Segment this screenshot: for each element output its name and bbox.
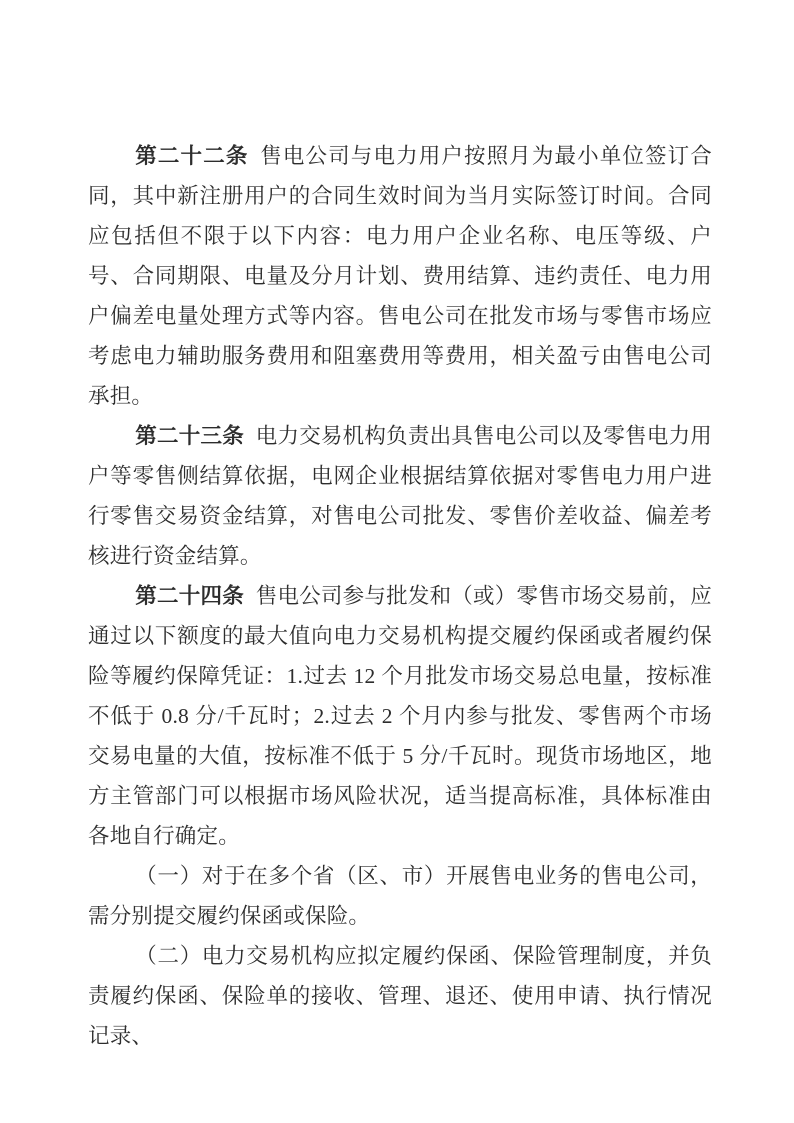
paragraph-text: 售电公司与电力用户按照月为最小单位签订合同，其中新注册用户的合同生效时间为当月实际签订时间。合同应包括但不限于以下内容：电力用户企业名称、电压等级、户号、合同期限、电量及分月计划、费用结算、违约责任、电力用户偏差电量处理方式等内容。售电公司在批发市场与零售市场应考虑电力辅助服务费用和阻塞费用等费用，相关盈亏由售电公司承担。 bbox=[88, 144, 712, 408]
article-paragraph-22 bbox=[88, 136, 712, 416]
paragraph-text: 电力交易机构负责出具售电公司以及零售电力用户等零售侧结算依据，电网企业根据结算依据对零售电力用户进行零售交易资金结算，对售电公司批发、零售价差收益、偏差考核进行资金结算。 bbox=[88, 424, 712, 568]
article-number: 第二十四条 bbox=[135, 584, 244, 608]
article-subitem-1 bbox=[88, 856, 712, 936]
paragraph-text: （二）电力交易机构应拟定履约保函、保险管理制度，并负责履约保函、保险单的接收、管理、退还、使用申请、执行情况记录、 bbox=[88, 944, 712, 1048]
paragraph-text: （一）对于在多个省（区、市）开展售电业务的售电公司，需分别提交履约保函或保险。 bbox=[88, 864, 712, 928]
article-paragraph-24 bbox=[88, 576, 712, 856]
article-number: 第二十二条 bbox=[135, 144, 249, 168]
article-paragraph-23 bbox=[88, 416, 712, 576]
paragraph-text: 售电公司参与批发和（或）零售市场交易前，应通过以下额度的最大值向电力交易机构提交履约保函或者履约保险等履约保障凭证：1.过去 12 个月批发市场交易总电量，按标准不低于 0.8 分/千瓦时；2.过去 2 个月内参与批发、零售两个市场交易电量的大值，按标准不低于 5 分/千瓦时。现货市场地区，地方主管部门可以根据市场风险状况，适当提高标准，具体标准由各地自行确定。 bbox=[88, 584, 712, 848]
document-text-block bbox=[88, 136, 712, 1056]
article-subitem-2 bbox=[88, 936, 712, 1056]
article-number: 第二十三条 bbox=[135, 424, 244, 448]
